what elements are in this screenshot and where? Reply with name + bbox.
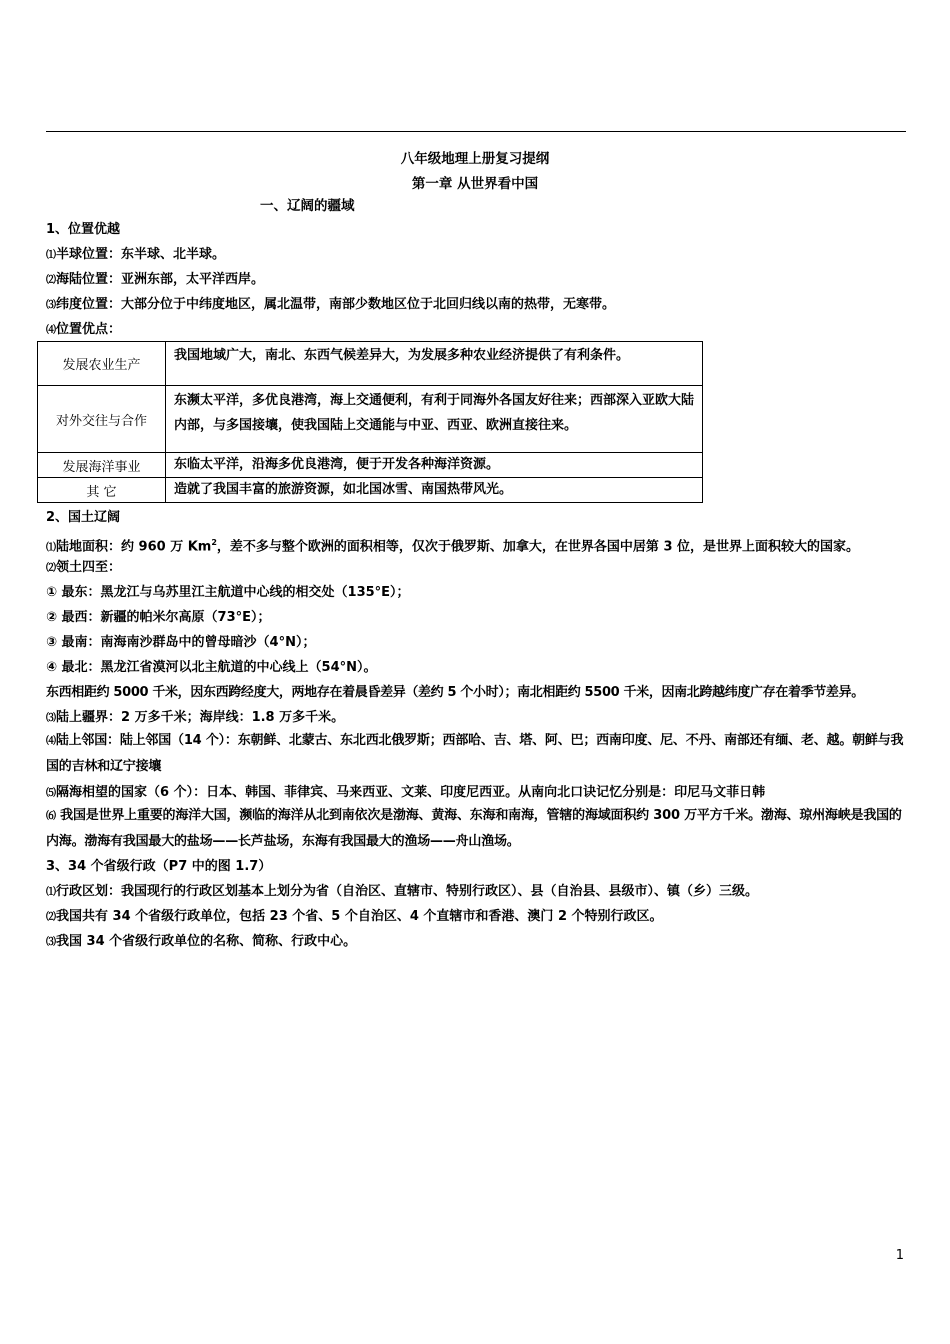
row-text: 我国地域广大，南北、东西气候差异大，为发展多种农业经济提供了有利条件。 [166, 342, 703, 386]
row-text: 东濒太平洋，多优良港湾，海上交通便利，有利于同海外各国友好往来；西部深入亚欧大陆内部，与多国接壤，使我国陆上交通能与中亚、西亚、欧洲直接往来。 [166, 386, 703, 453]
item-extremes: ⑵领土四至： [46, 560, 122, 575]
advantages-table [37, 341, 703, 503]
document-title: 八年级地理上册复习提纲 [400, 151, 550, 167]
heading-territory: 2、国土辽阔 [46, 510, 121, 525]
extreme-north: ④ 最北：黑龙江省漠河以北主航道的中心线上（54°N）。 [46, 660, 377, 675]
table-row [38, 342, 703, 386]
table-row [38, 453, 703, 478]
page-number: 1 [895, 1248, 904, 1263]
item-land-sea: ⑵海陆位置：亚洲东部，太平洋西岸。 [46, 272, 265, 287]
item-advantages: ⑷位置优点： [46, 322, 122, 337]
heading-location: 1、位置优越 [46, 222, 121, 237]
item-latitude: ⑶纬度位置：大部分位于中纬度地区，属北温带，南部少数地区位于北回归线以南的热带，无寒带。 [46, 297, 616, 312]
table-row [38, 478, 703, 503]
distance-note: 东西相距约 5000 千米，因东西跨经度大，两地存在着晨昏差异（差约 5 个小时）；南北相距约 5500 千米，因南北跨越纬度广存在着季节差异。 [46, 685, 864, 700]
heading-provinces: 3、34 个省级行政（P7 中的图 1.7） [46, 859, 272, 874]
row-text: 造就了我国丰富的旅游资源，如北国冰雪、南国热带风光。 [166, 478, 703, 503]
item-land-neighbors: ⑷陆上邻国：陆上邻国（14 个）：东朝鲜、北蒙古、东北西北俄罗斯；西部哈、吉、塔、阿、巴；西南印度、尼、不丹、南部还有缅、老、越。朝鲜与我国的吉林和辽宁接壤 [46, 733, 904, 774]
header-rule [46, 131, 906, 132]
extreme-south: ③ 最南：南海南沙群岛中的曾母暗沙（4°N）； [46, 635, 316, 650]
extreme-west: ② 最西：新疆的帕米尔高原（73°E）； [46, 610, 271, 625]
item-land-area: ⑴陆地面积：约 960 万 Km$^2$，差不多与整个欧洲的面积相等，仅次于俄罗斯、加拿大，在世界各国中居第 3 位，是世界上面积较大的国家。 [46, 538, 860, 555]
section-title: 一、辽阔的疆域 [260, 198, 355, 214]
row-label: 对外交往与合作 [38, 386, 166, 453]
table-row [38, 386, 703, 453]
item-hemisphere: ⑴半球位置：东半球、北半球。 [46, 247, 226, 262]
item-province-names: ⑶我国 34 个省级行政单位的名称、简称、行政中心。 [46, 934, 357, 949]
item-ocean: ⑹ 我国是世界上重要的海洋大国，濒临的海洋从北到南依次是渤海、黄海、东海和南海，管辖的海域面积约 300 万平方千米。渤海、琼州海峡是我国的内海。渤海有我国最大的盐场——长芦盐场，东海有我国最大的渔场——舟山渔场。 [46, 808, 902, 849]
item-borders: ⑶陆上疆界：2 万多千米；海岸线：1.8 万多千米。 [46, 710, 345, 725]
item-admin-division: ⑴行政区划：我国现行的行政区划基本上划分为省（自治区、直辖市、特别行政区）、县（自治县、县级市）、镇（乡）三级。 [46, 884, 759, 899]
item-sea-neighbors: ⑸隔海相望的国家（6 个）：日本、韩国、菲律宾、马来西亚、文莱、印度尼西亚。从南向北口诀记忆分别是：印尼马文菲日韩 [46, 785, 766, 800]
row-label: 其 它 [38, 478, 166, 503]
row-text: 东临太平洋，沿海多优良港湾，便于开发各种海洋资源。 [166, 453, 703, 478]
row-label: 发展海洋事业 [38, 453, 166, 478]
row-label: 发展农业生产 [38, 342, 166, 386]
chapter-title: 第一章 从世界看中国 [411, 176, 539, 192]
item-province-count: ⑵我国共有 34 个省级行政单位，包括 23 个省、5 个自治区、4 个直辖市和香港、澳门 2 个特别行政区。 [46, 909, 663, 924]
extreme-east: ① 最东：黑龙江与乌苏里江主航道中心线的相交处（135°E）； [46, 585, 410, 600]
